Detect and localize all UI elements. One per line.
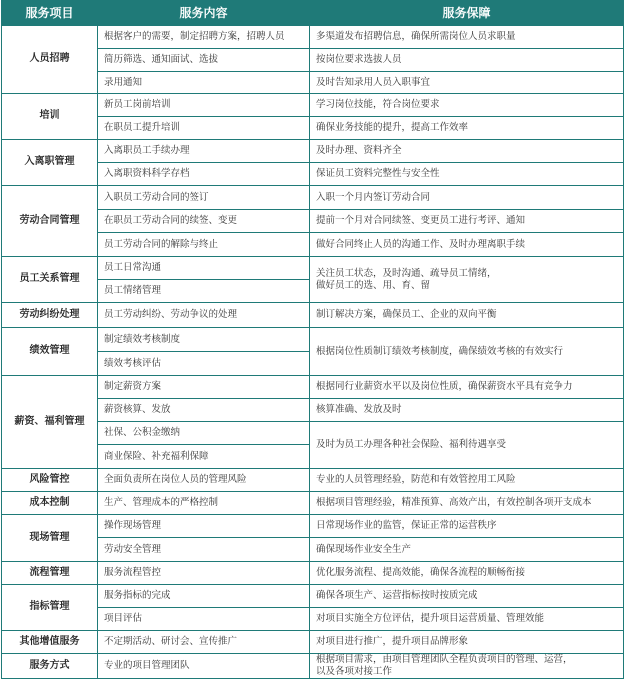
- table-row: [2, 257, 624, 280]
- service-guarantee-cell: 及时为员工办理各种社会保险、福利待遇享受: [310, 422, 624, 469]
- service-guarantee-cell: 对项目实施全方位评估，提升项目运营质量、管理效能: [310, 608, 624, 631]
- service-content-cell: 服务流程管控: [98, 562, 310, 585]
- service-item-cell: 指标管理: [2, 585, 98, 631]
- service-guarantee-cell: 对项目进行推广，提升项目品牌形象: [310, 631, 624, 654]
- service-guarantee-cell: 根据岗位性质制订绩效考核制度，确保绩效考核的有效实行: [310, 328, 624, 376]
- service-item-cell: 员工关系管理: [2, 257, 98, 303]
- service-item-cell: 流程管理: [2, 562, 98, 585]
- service-guarantee-cell: 提前一个月对合同续签、变更员工进行考评、通知: [310, 210, 624, 233]
- service-item-cell: 劳动纠纷处理: [2, 303, 98, 328]
- service-content-cell: 入离职员工手续办理: [98, 140, 310, 163]
- service-item-cell: 培训: [2, 94, 98, 140]
- service-table: [1, 0, 624, 679]
- service-content-cell: 在职员工劳动合同的续签、变更: [98, 210, 310, 233]
- service-guarantee-cell: 入职一个月内签订劳动合同: [310, 186, 624, 210]
- service-guarantee-cell: 确保现场作业安全生产: [310, 538, 624, 562]
- service-content-cell: 录用通知: [98, 72, 310, 94]
- service-guarantee-cell: 优化服务流程、提高效能，确保各流程的顺畅衔接: [310, 562, 624, 585]
- service-content-cell: 新员工岗前培训: [98, 94, 310, 117]
- service-guarantee-cell: 及时办理、资料齐全: [310, 140, 624, 163]
- service-guarantee-cell: 关注员工状态，及时沟通、疏导员工情绪， 做好员工的选、用、育、留: [310, 257, 624, 303]
- table-row: [2, 94, 624, 117]
- service-guarantee-cell: 专业的人员管理经验，防范和有效管控用工风险: [310, 469, 624, 492]
- service-guarantee-cell: 根据项目需求，由项目管理团队全程负责项目的管理、运营， 以及各项对接工作: [310, 654, 624, 679]
- table-row: [2, 328, 624, 352]
- service-content-cell: 根据客户的需要，制定招聘方案，招聘人员: [98, 26, 310, 49]
- service-item-cell: 劳动合同管理: [2, 186, 98, 257]
- service-content-cell: 入离职资料科学存档: [98, 163, 310, 186]
- table-row: [2, 376, 624, 399]
- service-guarantee-cell: 及时告知录用人员入职事宜: [310, 72, 624, 94]
- table-row: [2, 26, 624, 49]
- table-row: [2, 186, 624, 210]
- table-row: [2, 469, 624, 492]
- service-content-cell: 薪资核算、发放: [98, 399, 310, 422]
- service-content-cell: 在职员工提升培训: [98, 117, 310, 140]
- service-item-cell: 成本控制: [2, 492, 98, 515]
- service-content-cell: 商业保险、补充福利保障: [98, 445, 310, 469]
- service-content-cell: 入职员工劳动合同的签订: [98, 186, 310, 210]
- service-guarantee-cell: 做好合同终止人员的沟通工作、及时办理离职手续: [310, 233, 624, 257]
- service-item-cell: 风险管控: [2, 469, 98, 492]
- table-row: [2, 631, 624, 654]
- service-content-cell: 服务指标的完成: [98, 585, 310, 608]
- table-row: [2, 303, 624, 328]
- header-service-content: 服务内容: [98, 1, 310, 26]
- service-guarantee-cell: 多渠道发布招聘信息，确保所需岗位人员求职量: [310, 26, 624, 49]
- service-guarantee-cell: 保证员工资料完整性与安全性: [310, 163, 624, 186]
- service-item-cell: 服务方式: [2, 654, 98, 679]
- service-item-cell: 其他增值服务: [2, 631, 98, 654]
- service-content-cell: 绩效考核评估: [98, 352, 310, 376]
- service-content-cell: 生产、管理成本的严格控制: [98, 492, 310, 515]
- table-row: [2, 492, 624, 515]
- service-item-cell: 现场管理: [2, 515, 98, 562]
- service-guarantee-cell: 制订解决方案，确保员工、企业的双向平衡: [310, 303, 624, 328]
- table-row: [2, 562, 624, 585]
- service-content-cell: 简历筛选、通知面试、选拔: [98, 49, 310, 72]
- header-service-guarantee: 服务保障: [310, 1, 624, 26]
- service-content-cell: 员工劳动纠纷、劳动争议的处理: [98, 303, 310, 328]
- service-content-cell: 制定薪资方案: [98, 376, 310, 399]
- table-row: [2, 654, 624, 679]
- header-service-item: 服务项目: [2, 1, 98, 26]
- service-guarantee-cell: 确保业务技能的提升，提高工作效率: [310, 117, 624, 140]
- service-content-cell: 员工日常沟通: [98, 257, 310, 280]
- service-item-cell: 入离职管理: [2, 140, 98, 186]
- service-content-cell: 员工情绪管理: [98, 280, 310, 303]
- service-content-cell: 操作现场管理: [98, 515, 310, 538]
- service-item-cell: 人员招聘: [2, 26, 98, 94]
- service-guarantee-cell: 根据项目管理经验，精准预算、高效产出，有效控制各项开支成本: [310, 492, 624, 515]
- service-content-cell: 不定期活动、研讨会、宣传推广: [98, 631, 310, 654]
- service-content-cell: 制定绩效考核制度: [98, 328, 310, 352]
- table-row: [2, 585, 624, 608]
- service-guarantee-cell: 根据同行业薪资水平以及岗位性质，确保薪资水平具有竞争力: [310, 376, 624, 399]
- service-guarantee-cell: 确保各项生产、运营指标按时按质完成: [310, 585, 624, 608]
- service-item-cell: 绩效管理: [2, 328, 98, 376]
- service-guarantee-cell: 核算准确、发放及时: [310, 399, 624, 422]
- service-item-cell: 薪资、福利管理: [2, 376, 98, 469]
- table-header-row: [2, 1, 624, 26]
- service-content-cell: 劳动安全管理: [98, 538, 310, 562]
- service-content-cell: 全面负责所在岗位人员的管理风险: [98, 469, 310, 492]
- service-content-cell: 员工劳动合同的解除与终止: [98, 233, 310, 257]
- service-guarantee-cell: 学习岗位技能，符合岗位要求: [310, 94, 624, 117]
- service-guarantee-cell: 按岗位要求选拔人员: [310, 49, 624, 72]
- table-row: [2, 515, 624, 538]
- table-row: [2, 140, 624, 163]
- service-content-cell: 项目评估: [98, 608, 310, 631]
- service-guarantee-cell: 日常现场作业的监管，保证正常的运营秩序: [310, 515, 624, 538]
- service-content-cell: 社保、公积金缴纳: [98, 422, 310, 445]
- service-content-cell: 专业的项目管理团队: [98, 654, 310, 679]
